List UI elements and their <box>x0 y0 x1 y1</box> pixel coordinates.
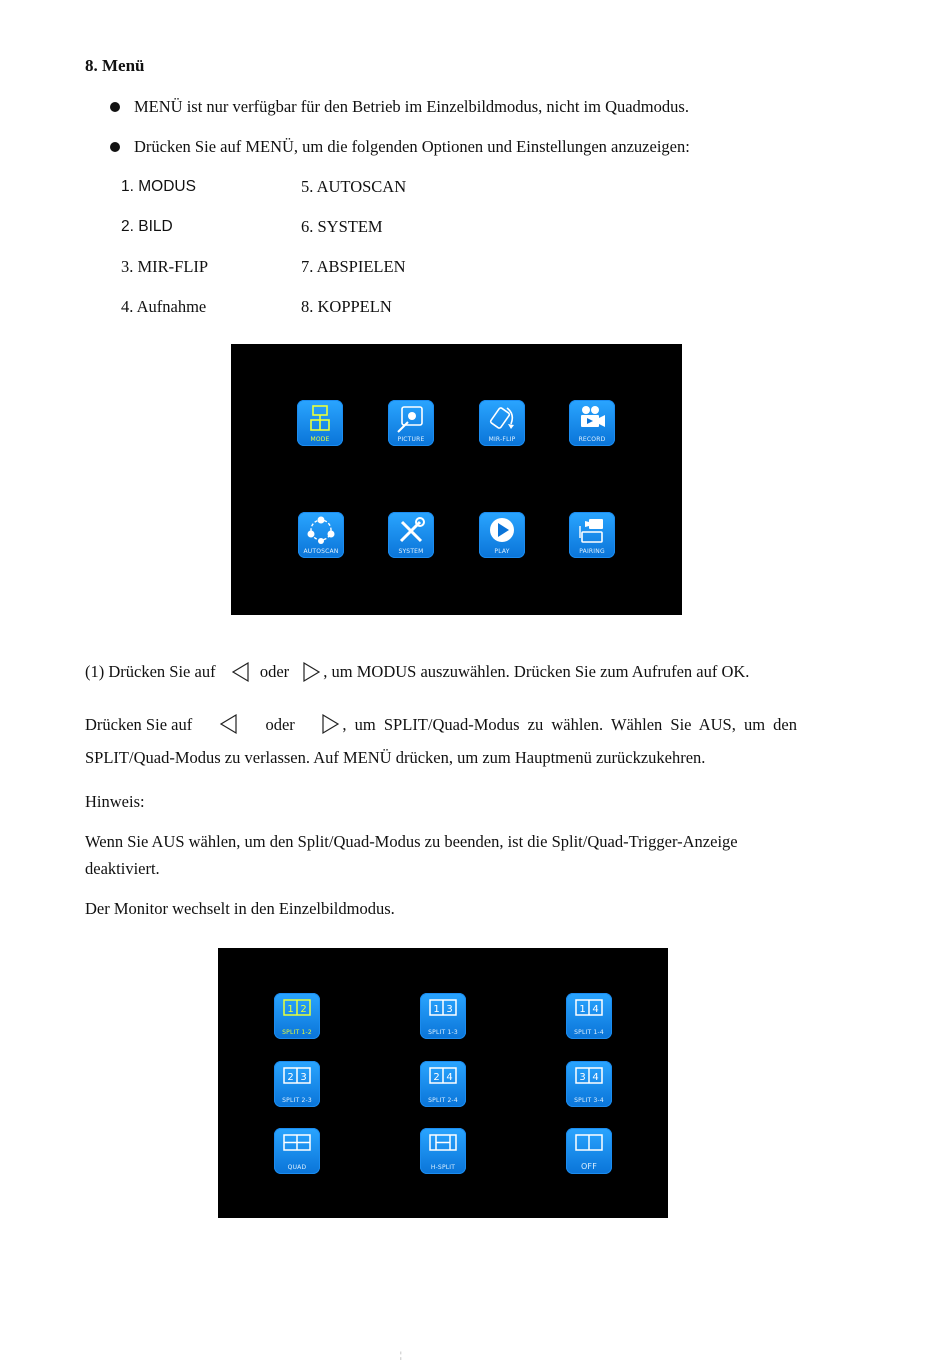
menu-tile-system[interactable] <box>388 512 434 558</box>
arrow-text-group <box>320 711 797 738</box>
tile-caption: SPLIT 1-3 <box>428 1029 458 1036</box>
record-icon <box>577 404 607 434</box>
text: (1) Drücken Sie auf <box>85 662 216 681</box>
menu-tile-autoscan[interactable] <box>298 512 344 558</box>
mir-flip-icon <box>487 404 517 434</box>
bullet-text: MENÜ ist nur verfügbar für den Betrieb im Einzelbildmodus, nicht im Quadmodus. <box>134 97 689 116</box>
split-screen-icon <box>282 1065 312 1087</box>
note-text-line-2: deaktiviert. <box>85 859 160 878</box>
tile-caption: H-SPLIT <box>430 1164 456 1171</box>
mode-icon <box>305 404 335 434</box>
split-screen-icon <box>574 1065 604 1087</box>
split-screen-icon <box>574 997 604 1019</box>
split-tile-split-1-2[interactable] <box>274 993 320 1039</box>
digit-a: 1 <box>579 1004 586 1015</box>
instruction-paragraph-2 <box>85 711 797 771</box>
menu-tile-play[interactable] <box>479 512 525 558</box>
tile-caption: OFF <box>580 1162 598 1171</box>
tile-caption: PAIRING <box>579 548 605 555</box>
text: , um SPLIT/Quad-Modus zu wählen. Wählen Sie AUS, um den <box>342 715 797 734</box>
split-screen-icon <box>428 1065 458 1087</box>
split-tile-split-1-4[interactable] <box>566 993 612 1039</box>
page-footer-mark: ¦ <box>400 1350 402 1360</box>
digit-a: 1 <box>287 1004 294 1015</box>
text: Drücken Sie auf <box>85 715 193 734</box>
text: , um MODUS auszuwählen. Drücken Sie zum Aufrufen auf OK. <box>323 662 750 681</box>
tile-caption: SYSTEM <box>398 548 424 555</box>
tile-caption: MODE <box>310 436 330 443</box>
split-tile-split-1-3[interactable] <box>420 993 466 1039</box>
h-split-icon <box>428 1132 458 1154</box>
tile-caption: SPLIT 3-4 <box>574 1097 604 1104</box>
digit-a: 1 <box>433 1004 440 1015</box>
option-bild: 2. BILD <box>121 218 173 235</box>
bullet-dot-icon <box>110 102 120 112</box>
split-tile-split-2-3[interactable] <box>274 1061 320 1107</box>
autoscan-icon <box>306 516 336 546</box>
tile-caption: PLAY <box>494 548 510 555</box>
bullet-item <box>110 97 689 117</box>
bullet-item <box>110 137 690 157</box>
option-modus: 1. MODUS <box>121 178 196 195</box>
digit-a: 3 <box>579 1072 586 1083</box>
right-triangle-icon <box>301 661 323 685</box>
system-icon <box>396 516 426 546</box>
bullet-text: Drücken Sie auf MENÜ, um die folgenden Optionen und Einstellungen anzuzeigen: <box>134 137 690 156</box>
tile-caption: SPLIT 2-4 <box>428 1097 458 1104</box>
option-aufnahme: 4. Aufnahme <box>121 297 207 316</box>
split-screen-icon <box>282 997 312 1019</box>
tile-caption: SPLIT 1-4 <box>574 1029 604 1036</box>
off-icon <box>574 1132 604 1154</box>
digit-a: 2 <box>433 1072 440 1083</box>
digit-a: 2 <box>287 1072 294 1083</box>
note-text-line-1: Wenn Sie AUS wählen, um den Split/Quad-Modus zu beenden, ist die Split/Quad-Trigger-Anzeige <box>85 832 738 851</box>
quad-icon <box>282 1132 312 1154</box>
left-triangle-icon <box>230 661 252 685</box>
split-screen <box>218 948 668 1218</box>
paragraph-line: SPLIT/Quad-Modus zu verlassen. Auf MENÜ drücken, um zum Hauptmenü zurückzukehren. <box>85 748 706 767</box>
tile-caption: PICTURE <box>397 436 425 443</box>
option-mir-flip: 3. MIR-FLIP <box>121 257 209 276</box>
tile-caption: RECORD <box>578 436 606 443</box>
option-koppeln: 8. KOPPELN <box>301 297 392 316</box>
split-tile-off[interactable] <box>566 1128 612 1174</box>
digit-b: 4 <box>592 1004 599 1015</box>
tile-caption: MIR-FLIP <box>488 436 516 443</box>
monitor-text: Der Monitor wechselt in den Einzelbildmodus. <box>85 899 395 918</box>
split-tile-quad[interactable] <box>274 1128 320 1174</box>
menu-tile-record[interactable] <box>569 400 615 446</box>
paragraph-line <box>85 711 797 738</box>
digit-b: 2 <box>300 1004 307 1015</box>
play-icon <box>487 516 517 546</box>
split-screen-icon <box>428 997 458 1019</box>
instruction-paragraph-1 <box>85 658 797 685</box>
digit-b: 3 <box>300 1072 307 1083</box>
menu-screen <box>231 344 682 615</box>
option-abspielen: 7. ABSPIELEN <box>301 257 406 276</box>
digit-b: 3 <box>446 1004 453 1015</box>
option-system: 6. SYSTEM <box>301 217 383 236</box>
digit-b: 4 <box>446 1072 453 1083</box>
digit-b: 4 <box>592 1072 599 1083</box>
split-tile-split-2-4[interactable] <box>420 1061 466 1107</box>
menu-tile-pairing[interactable] <box>569 512 615 558</box>
split-tile-h-split[interactable] <box>420 1128 466 1174</box>
tile-caption: QUAD <box>287 1164 307 1171</box>
menu-tile-mir-flip[interactable] <box>479 400 525 446</box>
right-triangle-icon <box>320 713 342 737</box>
menu-tile-picture[interactable] <box>388 400 434 446</box>
bullet-dot-icon <box>110 142 120 152</box>
tile-caption: AUTOSCAN <box>303 548 339 555</box>
pairing-icon <box>577 516 607 546</box>
text: oder <box>265 715 295 734</box>
menu-tile-mode[interactable] <box>297 400 343 446</box>
text: oder <box>259 662 290 681</box>
left-triangle-icon <box>218 713 240 737</box>
split-tile-split-3-4[interactable] <box>566 1061 612 1107</box>
tile-caption: SPLIT 1-2 <box>282 1029 312 1036</box>
option-autoscan: 5. AUTOSCAN <box>301 177 407 196</box>
tile-caption: SPLIT 2-3 <box>282 1097 312 1104</box>
section-heading: 8. Menü <box>85 56 145 75</box>
picture-icon <box>396 404 426 434</box>
note-label: Hinweis: <box>85 792 145 811</box>
